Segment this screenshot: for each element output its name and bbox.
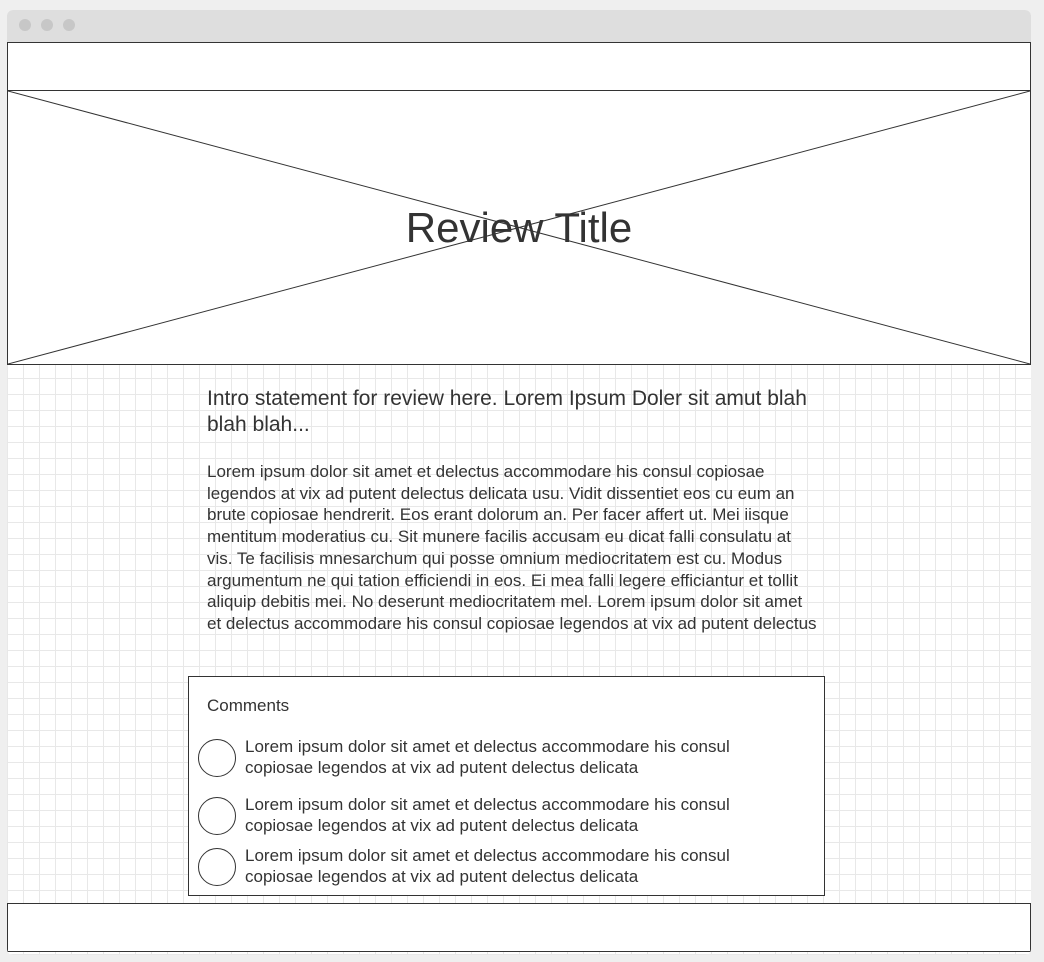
avatar[interactable] (198, 739, 236, 777)
comment-text: Lorem ipsum dolor sit amet et delectus accommodare his consul copiosae legendos at vix ad putent delectus delicata (245, 846, 730, 886)
hero-image-placeholder (7, 90, 1031, 365)
comments-heading: Comments (207, 696, 290, 715)
window-close-dot[interactable] (19, 19, 31, 31)
comment-item (198, 794, 798, 838)
avatar[interactable] (198, 797, 236, 835)
comment-text: Lorem ipsum dolor sit amet et delectus accommodare his consul copiosae legendos at vix ad putent delectus delicata (245, 737, 730, 777)
browser-window (7, 10, 1031, 955)
comments-panel (188, 676, 825, 896)
window-maximize-dot[interactable] (63, 19, 75, 31)
review-title: Review Title (405, 204, 633, 251)
review-body: Lorem ipsum dolor sit amet et delectus accommodare his consul copiosae legendos at vix ad putent delectus delicata usu. Vidit dissentiet eos cu eum an brute copiosae hendrerit. Eos erant dolorum an. Per facer affert ut. Mei iisque mentitum moderatius cu. Sit munere facilis accusam eu dicat falli consulatu at vis. Te facilisis mnesarchum qui posse omnium mediocritatem est cu. Modus argumentum ne qui tation efficiendi in eos. Ei mea falli legere efficiantur et tollit aliquip debitis mei. No deserunt mediocritatem mel. Lorem ipsum dolor sit amet et delectus accommodare his consul copiosae legendos at vix ad putent delectus (207, 462, 817, 633)
avatar[interactable] (198, 848, 236, 886)
window-minimize-dot[interactable] (41, 19, 53, 31)
window-titlebar (7, 10, 1031, 42)
header-placeholder (7, 42, 1031, 91)
page-canvas (7, 42, 1031, 955)
comment-item (198, 845, 798, 889)
footer-placeholder (7, 903, 1031, 952)
comment-item (198, 736, 798, 780)
comment-text: Lorem ipsum dolor sit amet et delectus accommodare his consul copiosae legendos at vix ad putent delectus delicata (245, 795, 730, 835)
intro-statement: Intro statement for review here. Lorem Ipsum Doler sit amut blah blah blah... (207, 387, 807, 436)
